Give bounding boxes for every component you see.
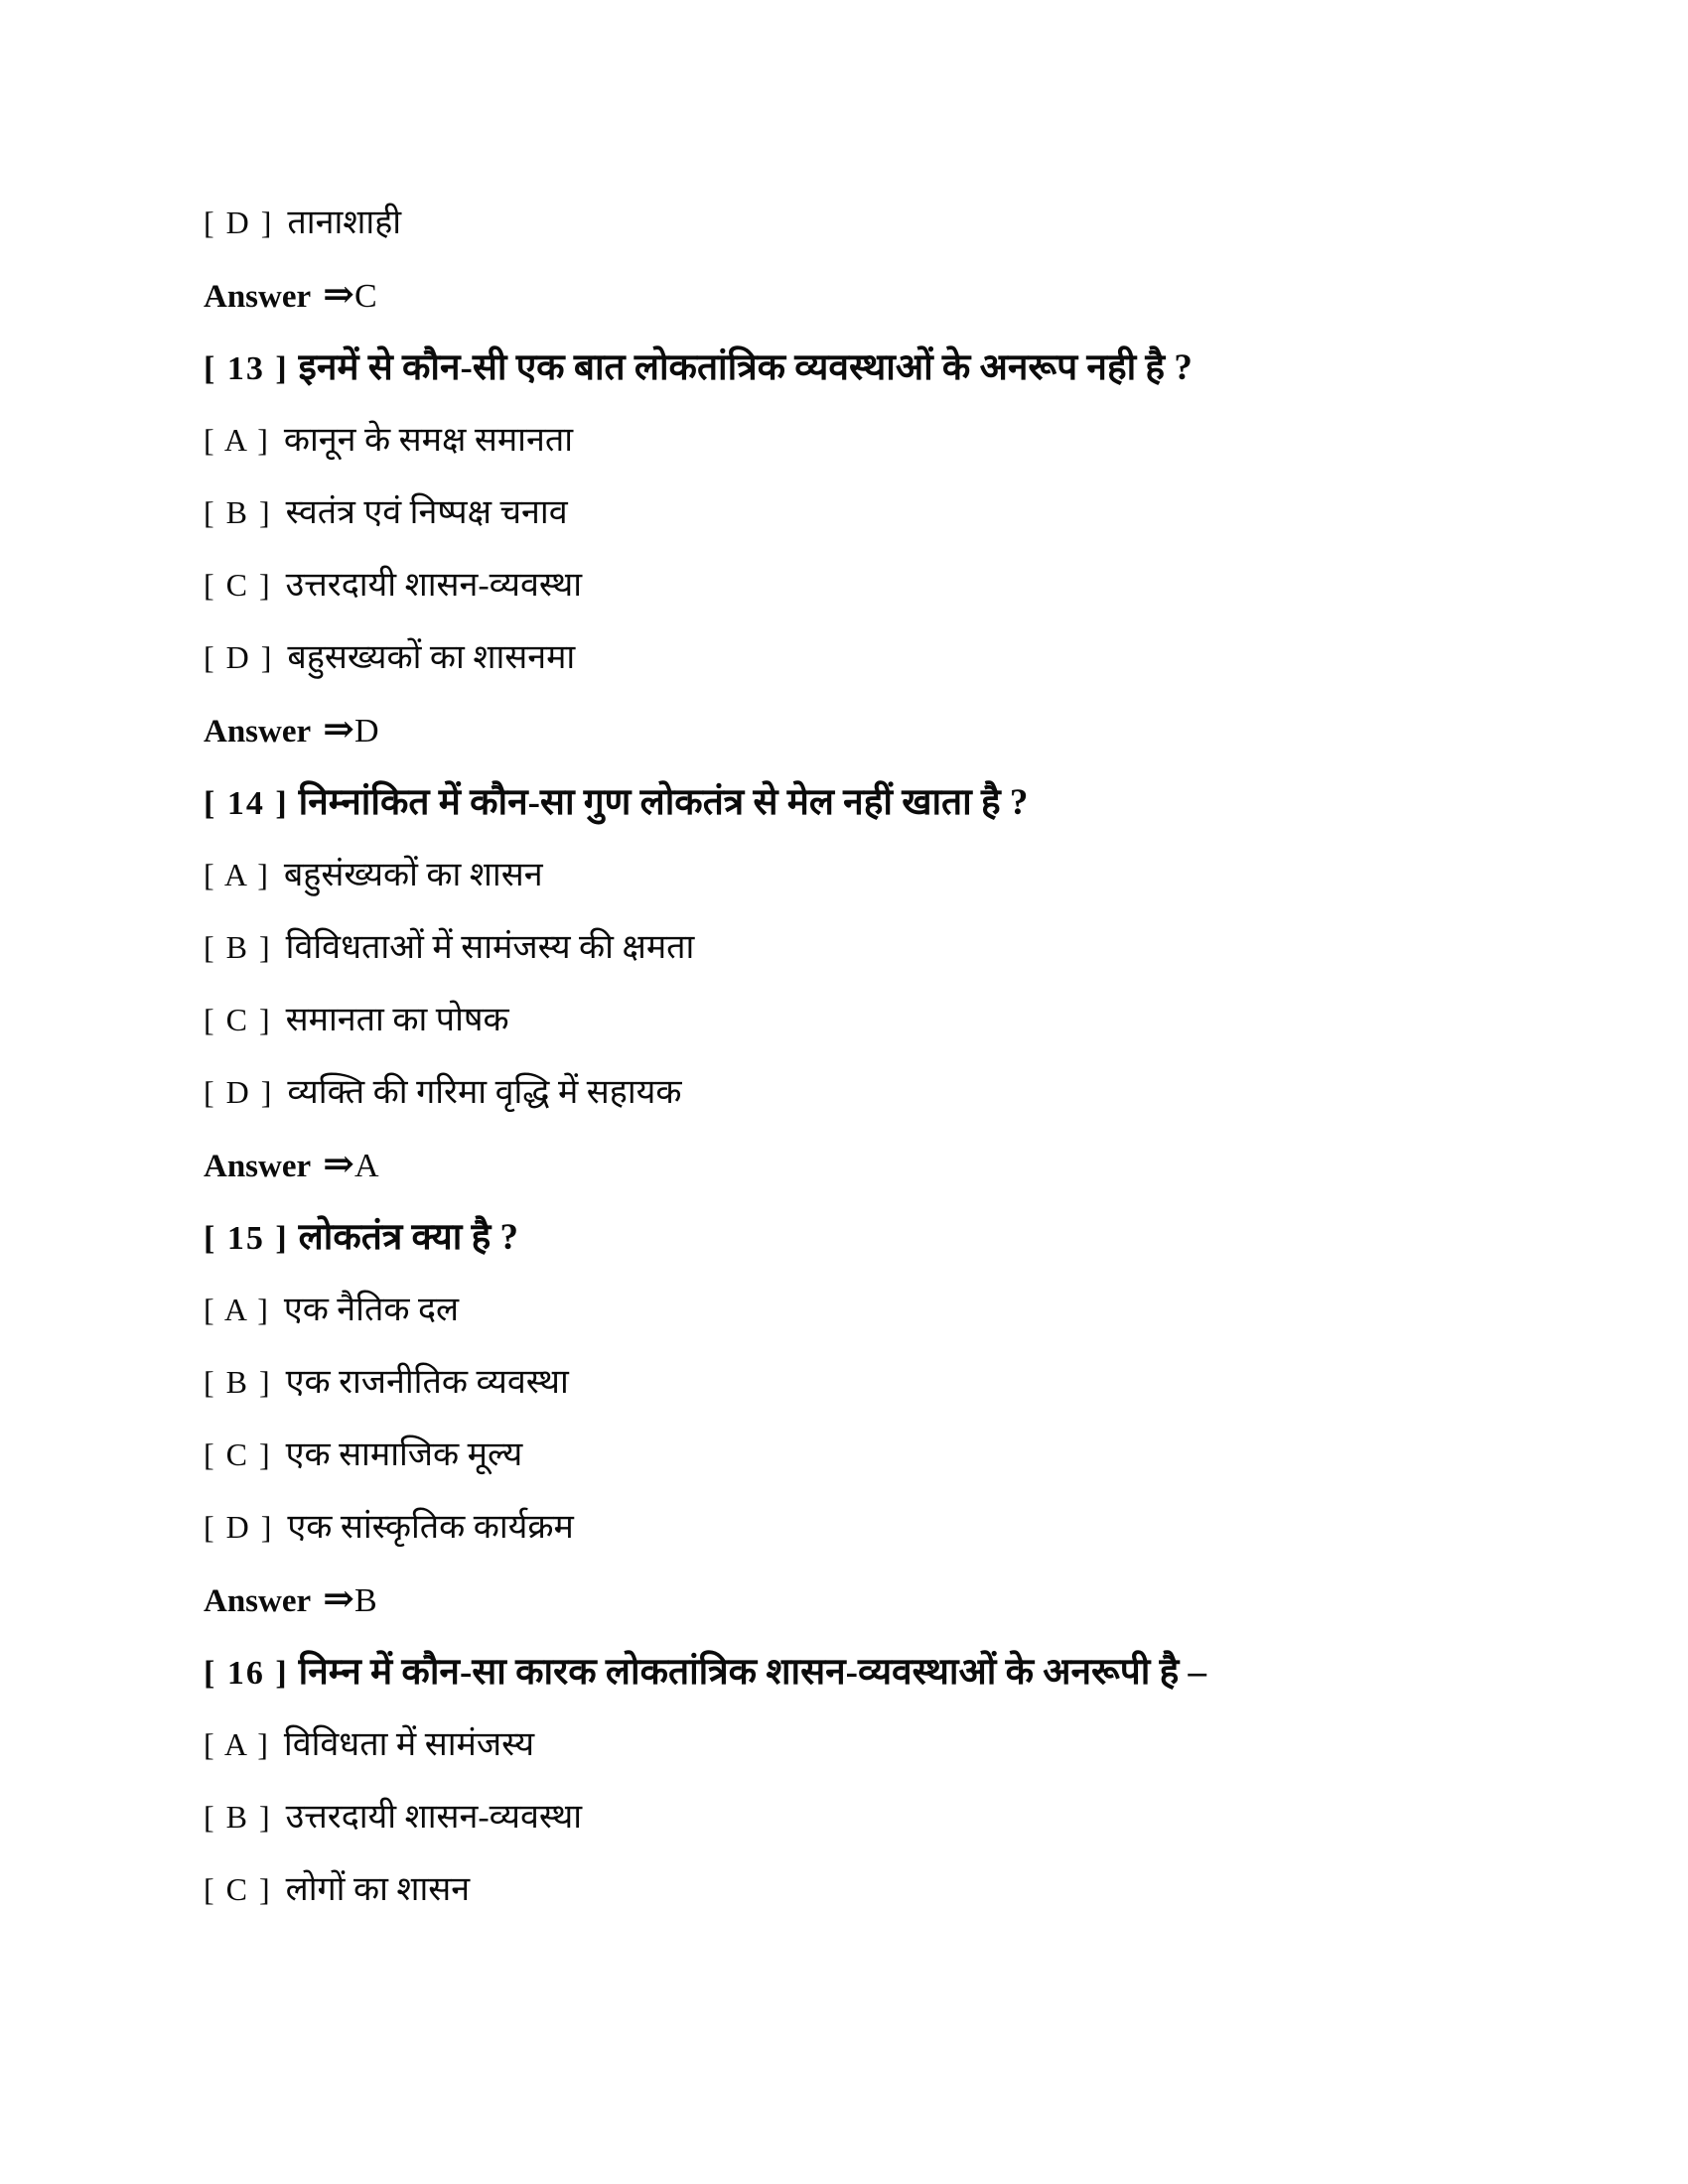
answer-value-14: A (354, 1148, 379, 1184)
option-13-D-tag: [ D ] (204, 639, 274, 675)
option-16-C (204, 1853, 1628, 1926)
question-16-text: निम्न में कौन-सा कारक लोकतांत्रिक शासन-व्यवस्थाओं के अनरूपी है – (298, 1652, 1207, 1693)
option-16-A (204, 1708, 1628, 1781)
question-15-text: लोकतंत्र क्या है ? (298, 1217, 518, 1258)
option-15-D-tag: [ D ] (204, 1509, 274, 1545)
option-13-D-text: बहुसख्यकों का शासनमा (287, 639, 576, 676)
option-13-B (204, 477, 1628, 549)
answer-value-13: D (354, 713, 379, 750)
option-15-B (204, 1346, 1628, 1419)
option-15-A (204, 1274, 1628, 1346)
answer-line-prev (204, 259, 1628, 332)
question-14-title (204, 766, 1628, 839)
question-13-title (204, 332, 1628, 404)
mcq-document-page (204, 187, 1628, 1926)
option-13-A (204, 404, 1628, 477)
option-15-C-text: एक सामाजिक मूल्य (285, 1436, 523, 1473)
option-13-B-tag: [ B ] (204, 494, 272, 530)
answer-label: Answer (204, 279, 312, 315)
answer-line-14 (204, 1129, 1628, 1201)
answer-value-15: B (354, 1582, 377, 1619)
option-15-B-text: एक राजनीतिक व्यवस्था (285, 1364, 569, 1401)
option-14-D (204, 1056, 1628, 1129)
option-15-C (204, 1419, 1628, 1491)
option-14-A-tag: [ A ] (204, 857, 270, 892)
question-13-number: [ 13 ] (204, 350, 289, 387)
question-15-title (204, 1201, 1628, 1274)
option-14-B-tag: [ B ] (204, 929, 272, 965)
option-14-C-tag: [ C ] (204, 1002, 272, 1037)
question-16-number: [ 16 ] (204, 1655, 289, 1692)
option-15-B-tag: [ B ] (204, 1364, 272, 1400)
answer-label: Answer (204, 714, 312, 750)
option-14-D-text: व्यक्ति की गरिमा वृद्धि में सहायक (287, 1074, 682, 1111)
option-16-B (204, 1781, 1628, 1853)
option-14-C (204, 984, 1628, 1056)
question-16-title (204, 1636, 1628, 1708)
option-15-C-tag: [ C ] (204, 1436, 272, 1472)
option-16-C-tag: [ C ] (204, 1871, 272, 1907)
answer-value-prev: C (354, 278, 377, 315)
option-14-B (204, 911, 1628, 984)
option-16-A-tag: [ A ] (204, 1726, 270, 1762)
option-14-C-text: समानता का पोषक (285, 1002, 509, 1038)
answer-label: Answer (204, 1583, 312, 1619)
option-15-D (204, 1491, 1628, 1564)
option-13-D (204, 621, 1628, 694)
option-prev-D (204, 187, 1628, 259)
option-16-C-text: लोगों का शासन (285, 1871, 471, 1908)
option-15-A-tag: [ A ] (204, 1292, 270, 1327)
answer-arrow-icon: ⇒ (323, 1144, 354, 1185)
answer-line-15 (204, 1564, 1628, 1636)
question-14-number: [ 14 ] (204, 785, 289, 822)
question-13-text: इनमें से कौन-सी एक बात लोकतांत्रिक व्यवस्थाओं के अनरूप नही है ? (298, 347, 1193, 388)
option-15-A-text: एक नैतिक दल (283, 1292, 460, 1328)
option-14-A-text: बहुसंख्यकों का शासन (283, 857, 543, 893)
option-14-A (204, 839, 1628, 911)
answer-arrow-icon: ⇒ (323, 1578, 354, 1620)
option-13-A-text: कानून के समक्ष समानता (283, 422, 574, 459)
answer-arrow-icon: ⇒ (323, 274, 354, 316)
answer-label: Answer (204, 1149, 312, 1184)
option-13-B-text: स्वतंत्र एवं निष्पक्ष चनाव (285, 494, 568, 531)
option-14-B-text: विविधताओं में सामंजस्य की क्षमता (285, 929, 695, 966)
option-16-B-tag: [ B ] (204, 1799, 272, 1835)
option-prev-D-tag: [ D ] (204, 205, 274, 240)
option-16-A-text: विविधता में सामंजस्य (283, 1726, 535, 1763)
answer-line-13 (204, 694, 1628, 766)
option-15-D-text: एक सांस्कृतिक कार्यक्रम (287, 1509, 574, 1546)
option-13-C-tag: [ C ] (204, 567, 272, 603)
question-15-number: [ 15 ] (204, 1220, 289, 1257)
question-14-text: निम्नांकित में कौन-सा गुण लोकतंत्र से मेल नहीं खाता है ? (298, 782, 1029, 823)
answer-arrow-icon: ⇒ (323, 709, 354, 751)
option-13-C (204, 549, 1628, 621)
option-13-A-tag: [ A ] (204, 422, 270, 458)
option-13-C-text: उत्तरदायी शासन-व्यवस्था (285, 567, 583, 604)
option-14-D-tag: [ D ] (204, 1074, 274, 1110)
option-16-B-text: उत्तरदायी शासन-व्यवस्था (285, 1799, 583, 1836)
option-prev-D-text: तानाशाही (287, 205, 402, 241)
